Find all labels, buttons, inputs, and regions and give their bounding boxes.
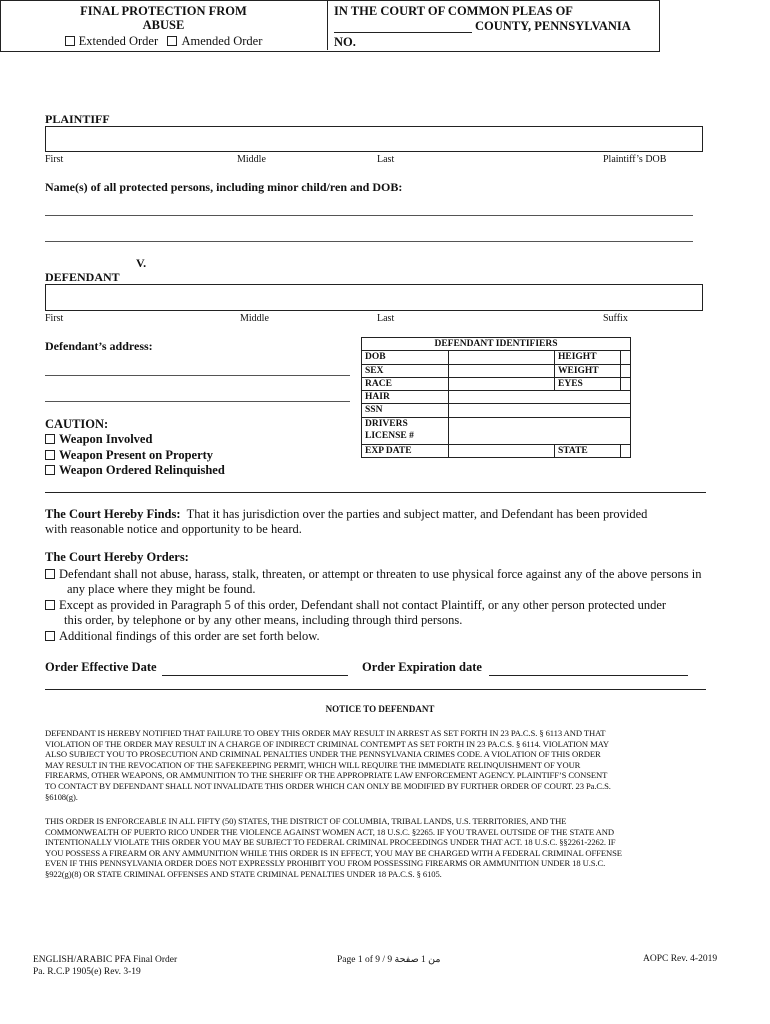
county-label: COUNTY, PENNSYLVANIA — [475, 19, 631, 33]
order-item-1 — [45, 567, 702, 597]
plaintiff-first-label: First — [45, 154, 64, 165]
id-ssn-value[interactable] — [449, 404, 631, 417]
id-ssn-label: SSN — [362, 404, 449, 417]
id-state-label: STATE — [555, 444, 621, 457]
footer-form-name: ENGLISH/ARABIC PFA Final Order — [33, 955, 178, 965]
footer-revision: AOPC Rev. 4-2019 — [643, 954, 718, 964]
identifiers-title: DEFENDANT IDENTIFIERS — [362, 338, 631, 351]
notice-p1-line: TO CONTACT BY DEFENDANT SHALL NOT INVALIDATE THIS ORDER WHICH CAN ONLY BE MODIFIED BY FURTHER ORDER OF COURT. 23 Pa.C.S. — [45, 780, 611, 791]
court-finds-text-2: with reasonable notice and opportunity to be heard. — [45, 522, 302, 536]
order-title-line2: ABUSE — [142, 18, 185, 32]
id-race-value[interactable] — [449, 377, 555, 390]
court-finds-label: The Court Hereby Finds: — [45, 507, 181, 521]
notice-p1-line: §6108(g). — [45, 791, 78, 802]
defendant-address-label: Defendant’s address: — [45, 339, 153, 353]
id-drivers-license-value[interactable] — [449, 417, 631, 444]
id-exp-date-label: EXP DATE — [362, 444, 449, 457]
id-height-value[interactable] — [621, 351, 631, 364]
section-divider-1 — [45, 492, 706, 493]
order-item-2-checkbox[interactable] — [45, 600, 55, 610]
notice-paragraph-1 — [45, 728, 745, 802]
defendant-address-line-2[interactable] — [45, 401, 350, 402]
plaintiff-last-label: Last — [377, 154, 395, 165]
notice-p1-line: DEFENDANT IS HEREBY NOTIFIED THAT FAILURE TO OBEY THIS ORDER MAY RESULT IN ARREST AS SET FORTH IN 23 PA.C.S. § 6113 AND THAT — [45, 728, 606, 738]
notice-p1-line: FIREARMS, OTHER WEAPONS, OR AMMUNITION TO THE SHERIFF OR THE APPROPRIATE LAW ENFORCEMENT AGENCY. PLAINTIFF’S CONSENT — [45, 770, 608, 781]
header-divider — [327, 0, 328, 50]
notice-p1-line: VIOLATION OF THE ORDER MAY RESULT IN A CHARGE OF INDIRECT CRIMINAL CONTEMPT AS SET FORTH IN 23 PA.C.S. § 6114. VIOLATION MAY — [45, 738, 610, 749]
order-item-1-text-1: Defendant shall not abuse, harass, stalk, threaten, or attempt or threaten to use physical force against any of the above persons in — [59, 567, 702, 581]
notice-p2-line: EVEN IF THIS PENNSYLVANIA ORDER DOES NOT EXPRESSLY PROHIBIT YOU FROM POSSESSING FIREARMS OR AMMUNITION UNDER 18 U.S.C. — [45, 858, 606, 869]
defendant-identifiers-table — [361, 337, 631, 458]
order-item-3-checkbox[interactable] — [45, 631, 55, 641]
caution-heading: CAUTION: — [45, 417, 109, 431]
defendant-heading: DEFENDANT — [45, 270, 120, 284]
id-sex-label: SEX — [362, 364, 449, 377]
order-item-2-text-1: Except as provided in Paragraph 5 of this order, Defendant shall not contact Plaintiff, or any other person protected under — [59, 598, 667, 612]
court-finds-text-1: That it has jurisdiction over the parties and subject matter, and Defendant has been provided — [186, 507, 648, 521]
id-eyes-label: EYES — [555, 377, 621, 390]
order-item-3-text: Additional findings of this order are set forth below. — [59, 629, 320, 643]
id-eyes-value[interactable] — [621, 377, 631, 390]
id-dob-label: DOB — [362, 351, 449, 364]
court-finds-paragraph — [45, 507, 715, 537]
defendant-suffix-label: Suffix — [603, 313, 628, 324]
defendant-middle-label: Middle — [240, 313, 269, 324]
id-weight-label: WEIGHT — [555, 364, 621, 377]
footer-page-number: Page 1 of 9 / 9 من 1 صفحة — [337, 955, 441, 965]
id-drivers-text: DRIVERS — [365, 418, 408, 429]
weapon-present-checkbox[interactable] — [45, 450, 55, 460]
notice-p2-line: THIS ORDER IS ENFORCEABLE IN ALL FIFTY (50) STATES, THE DISTRICT OF COLUMBIA, TRIBAL LANDS, U.S. TERRITORIES, AND THE — [45, 816, 567, 826]
versus-label: V. — [136, 256, 147, 270]
amended-order-checkbox[interactable] — [167, 36, 177, 46]
weapon-involved-checkbox[interactable] — [45, 434, 55, 444]
extended-order-label: Extended Order — [78, 34, 159, 48]
extended-order-checkbox[interactable] — [65, 36, 75, 46]
weapon-relinquished-checkbox[interactable] — [45, 465, 55, 475]
id-race-label: RACE — [362, 377, 449, 390]
weapon-relinquished-label: Weapon Ordered Relinquished — [59, 463, 225, 477]
weapon-involved-label: Weapon Involved — [59, 432, 153, 446]
notice-p2-line: §922(g)(8) OR STATE CRIMINAL OFFENSES AND STATE CRIMINAL PENALTIES UNDER 18 PA.C.S. § 6105. — [45, 868, 442, 879]
id-exp-date-value[interactable] — [449, 444, 555, 457]
defendant-address-line-1[interactable] — [45, 375, 350, 376]
caution-weapon-present — [45, 448, 213, 463]
id-sex-value[interactable] — [449, 364, 555, 377]
plaintiff-heading: PLAINTIFF — [45, 112, 110, 126]
protected-persons-line-2[interactable] — [45, 241, 693, 242]
weapon-present-label: Weapon Present on Property — [59, 448, 214, 462]
effective-date-label: Order Effective Date — [45, 660, 157, 674]
docket-number-label: NO. — [334, 35, 356, 49]
protected-persons-line-1[interactable] — [45, 215, 693, 216]
defendant-first-label: First — [45, 313, 64, 324]
header-box — [0, 0, 660, 52]
notice-p2-line: INTENTIONALLY VIOLATE THIS ORDER YOU MAY BE SUBJECT TO FEDERAL CRIMINAL PROCEEDINGS UNDER THAT ACT. 18 U.S.C. §§2261-2262. IF — [45, 837, 616, 848]
order-item-2-text-2: this order, by telephone or by any other means, including through third persons. — [64, 613, 463, 627]
id-hair-value[interactable] — [449, 391, 631, 404]
notice-p2-line: COMMONWEALTH OF PUERTO RICO UNDER THE VIOLENCE AGAINST WOMEN ACT, 18 U.S.C. §2265. IF YOU TRAVEL OUTSIDE OF THE STATE AND — [45, 826, 614, 837]
court-name: IN THE COURT OF COMMON PLEAS OF — [334, 4, 573, 18]
plaintiff-middle-label: Middle — [237, 154, 266, 165]
order-item-1-checkbox[interactable] — [45, 569, 55, 579]
notice-p1-line: MAY RESULT IN THE REVOCATION OF THE SAFEKEEPING PERMIT, WHICH WILL REQUIRE THE IMMEDIATE RELINQUISHMENT OF YOUR — [45, 759, 581, 770]
defendant-name-field[interactable] — [45, 284, 703, 311]
notice-heading: NOTICE TO DEFENDANT — [325, 704, 435, 714]
effective-date-field[interactable] — [162, 675, 348, 676]
id-license-text: LICENSE # — [365, 430, 414, 441]
county-blank[interactable] — [334, 32, 472, 33]
order-type-options — [0, 34, 327, 49]
id-state-value[interactable] — [621, 444, 631, 457]
amended-order-label: Amended Order — [181, 34, 263, 48]
caution-weapon-involved — [45, 432, 152, 447]
order-item-2 — [45, 598, 666, 628]
section-divider-2 — [45, 689, 706, 690]
notice-p2-line: YOU POSSESS A FIREARM OR ANY AMMUNITION WHILE THIS ORDER IS IN EFFECT, YOU MAY BE CHARGED WITH A FEDERAL CRIMINAL OFFENSE — [45, 847, 622, 858]
defendant-last-label: Last — [377, 313, 395, 324]
notice-paragraph-2 — [45, 816, 745, 880]
id-hair-label: HAIR — [362, 391, 449, 404]
court-orders-label: The Court Hereby Orders: — [45, 550, 189, 564]
footer-form-id — [33, 954, 177, 978]
order-title — [0, 4, 327, 32]
caution-weapon-relinquished — [45, 463, 225, 478]
order-title-line1: FINAL PROTECTION FROM — [80, 4, 247, 18]
order-item-1-text-2: any place where they might be found. — [67, 582, 256, 596]
notice-p1-line: ALSO SUBJECT YOU TO PROSECUTION AND CRIMINAL PENALTIES UNDER THE PENNSYLVANIA CRIMES CODE. A VIOLATION OF THIS ORDER — [45, 749, 601, 760]
expiration-date-field[interactable] — [489, 675, 688, 676]
id-weight-value[interactable] — [621, 364, 631, 377]
order-item-3 — [45, 629, 320, 644]
footer-rule-reference: Pa. R.C.P 1905(e) Rev. 3-19 — [33, 967, 141, 977]
protected-persons-heading: Name(s) of all protected persons, including minor child/ren and DOB: — [45, 180, 403, 194]
id-drivers-license-label — [362, 417, 449, 444]
expiration-date-label: Order Expiration date — [362, 660, 482, 674]
plaintiff-dob-label: Plaintiff’s DOB — [603, 154, 667, 165]
id-height-label: HEIGHT — [555, 351, 621, 364]
id-dob-value[interactable] — [449, 351, 555, 364]
plaintiff-name-field[interactable] — [45, 126, 703, 152]
